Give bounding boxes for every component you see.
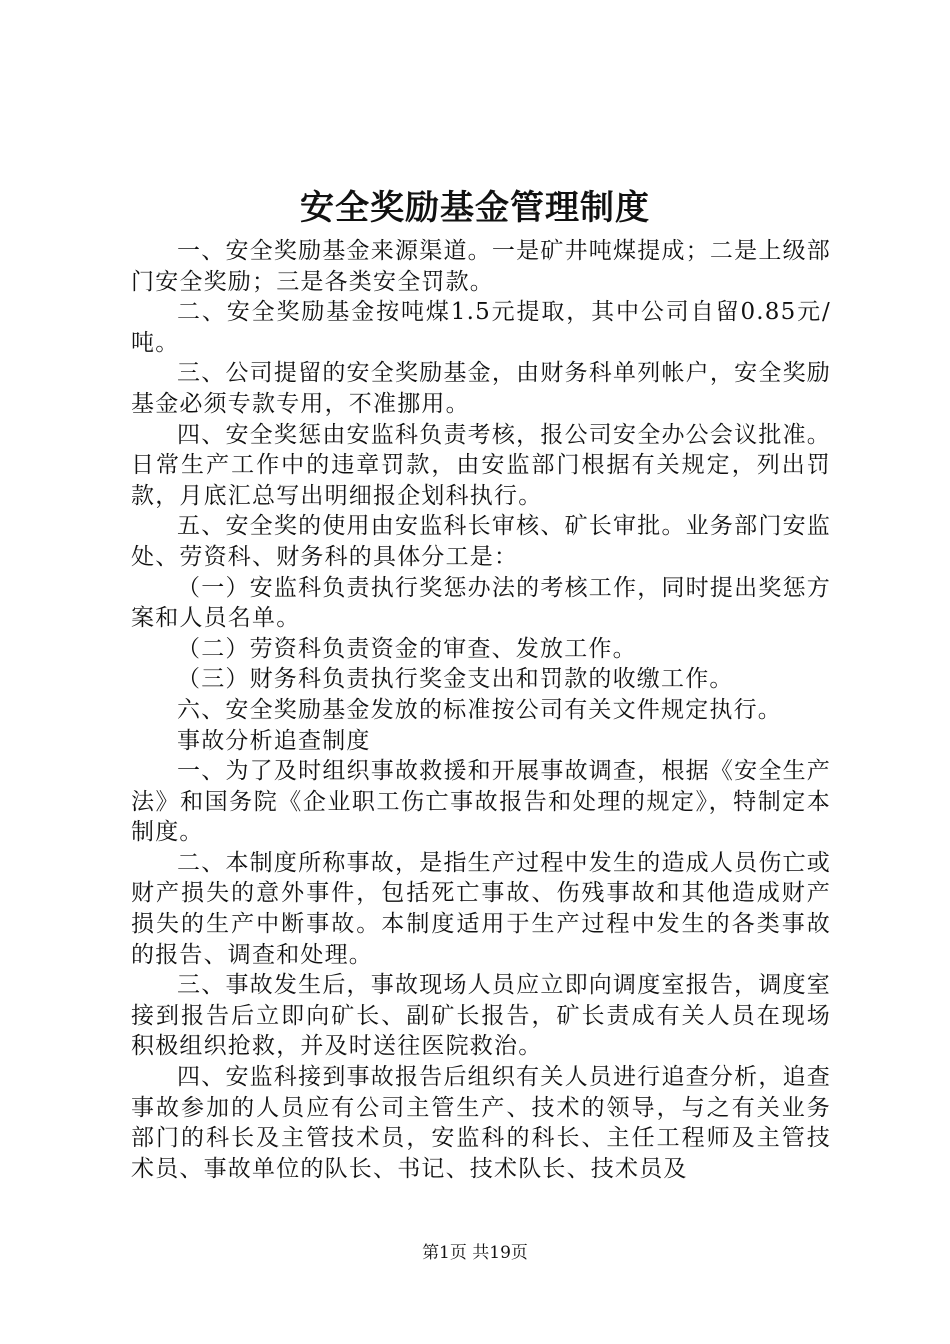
document-title: 安全奖励基金管理制度 [300,188,650,228]
paragraph: 三、事故发生后，事故现场人员应立即向调度室报告，调度室接到报告后立即向矿长、副矿长报告，矿长责成有关人员在现场积极组织抢救，并及时送往医院救治。 [131,972,831,1060]
paragraph: 一、为了及时组织事故救援和开展事故调查，根据《安全生产法》和国务院《企业职工伤亡事故报告和处理的规定》，特制定本制度。 [131,758,831,846]
document-body [131,236,831,1184]
paragraph: 二、本制度所称事故，是指生产过程中发生的造成人员伤亡或财产损失的意外事件，包括死亡事故、伤残事故和其他造成财产损失的生产中断事故。本制度适用于生产过程中发生的各类事故的报告、调查和处理。 [131,849,831,968]
paragraph: （一）安监科负责执行奖惩办法的考核工作，同时提出奖惩方案和人员名单。 [131,574,831,632]
paragraph: 四、安全奖惩由安监科负责考核，报公司安全办公会议批准。日常生产工作中的违章罚款，由安监部门根据有关规定，列出罚款，月底汇总写出明细报企划科执行。 [131,421,831,509]
page-footer: 第1页 共19页 [422,1243,528,1263]
section-heading: 事故分析追查制度 [177,727,371,754]
paragraph: （二）劳资科负责资金的审查、发放工作。 [177,635,637,662]
paragraph: 二、安全奖励基金按吨煤1.5元提取，其中公司自留0.85元/吨。 [131,299,831,356]
paragraph: 一、安全奖励基金来源渠道。一是矿井吨煤提成；二是上级部门安全奖励；三是各类安全罚款。 [131,238,831,295]
paragraph: 六、安全奖励基金发放的标准按公司有关文件规定执行。 [177,696,782,723]
paragraph: （三）财务科负责执行奖金支出和罚款的收缴工作。 [177,666,734,693]
paragraph: 三、公司提留的安全奖励基金，由财务科单列帐户，安全奖励基金必须专款专用，不准挪用。 [131,360,831,417]
paragraph: 五、安全奖的使用由安监科长审核、矿长审批。业务部门安监处、劳资科、财务科的具体分工是： [131,513,831,570]
paragraph: 四、安监科接到事故报告后组织有关人员进行追查分析，追查事故参加的人员应有公司主管生产、技术的领导，与之有关业务部门的科长及主管技术员，安监科的科长、主任工程师及主管技术员、事故单位的队长、书记、技术队长、技术员及 [131,1064,831,1182]
